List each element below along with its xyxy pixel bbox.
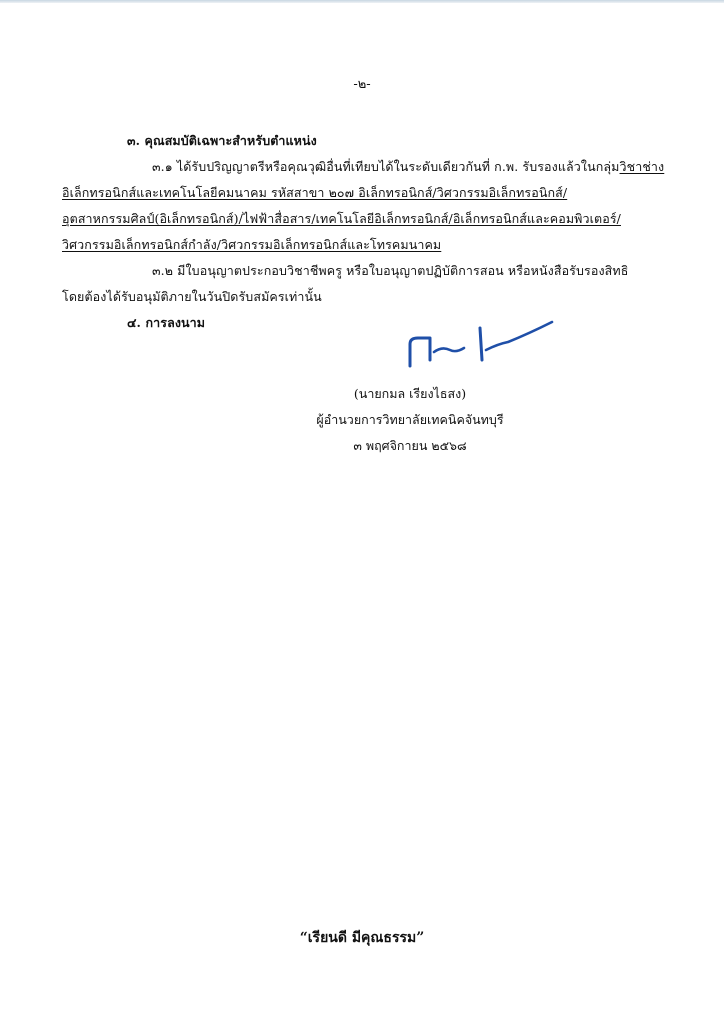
page-number: -๒- (353, 77, 371, 92)
section-3-2-line-2: โดยต้องได้รับอนุมัติภายในวันปิดรับสมัครเท่านั้น (62, 289, 322, 304)
motto: “เรียนดี มีคุณธรรม” (299, 930, 425, 946)
signatory-date: ๓ พฤศจิกายน ๒๕๖๘ (353, 438, 467, 453)
signature (402, 316, 562, 372)
section-3-heading: ๓. คุณสมบัติเฉพาะสำหรับตำแหน่ง (127, 133, 317, 148)
section-3-1-line-3: อุตสาหกรรมศิลป์(อิเล็กทรอนิกส์)/ไฟฟ้าสื่อสาร/เทคโนโลยีอิเล็กทรอนิกส์/อิเล็กทรอนิกส์และคอมพิวเตอร์/ (62, 211, 621, 226)
section-3-1-line-1-underlined: วิชาช่าง (619, 159, 665, 174)
section-4-heading: ๔. การลงนาม (127, 315, 206, 330)
section-3-1-line-1-text: ๓.๑ ได้รับปริญญาตรีหรือคุณวุฒิอื่นที่เทียบได้ในระดับเดียวกันที่ ก.พ. รับรองแล้วในกลุ่ม (152, 159, 620, 174)
scan-edge (0, 0, 724, 3)
signatory-name: (นายกมล เรียงไธสง) (353, 386, 467, 401)
section-3-1-line-2: อิเล็กทรอนิกส์และเทคโนโลยีคมนาคม รหัสสาขา ๒๐๗ อิเล็กทรอนิกส์/วิศวกรรมอิเล็กทรอนิกส์/ (62, 185, 568, 200)
signatory-position: ผู้อำนวยการวิทยาลัยเทคนิคจันทบุรี (316, 412, 504, 427)
section-3-1-line-1 (152, 157, 664, 177)
section-3-1-line-4: วิศวกรรมอิเล็กทรอนิกส์กำลัง/วิศวกรรมอิเล็กทรอนิกส์และโทรคมนาคม (62, 237, 442, 252)
section-3-2-line-1: ๓.๒ มีใบอนุญาตประกอบวิชาชีพครู หรือใบอนุญาตปฏิบัติการสอน หรือหนังสือรับรองสิทธิ (152, 263, 629, 278)
